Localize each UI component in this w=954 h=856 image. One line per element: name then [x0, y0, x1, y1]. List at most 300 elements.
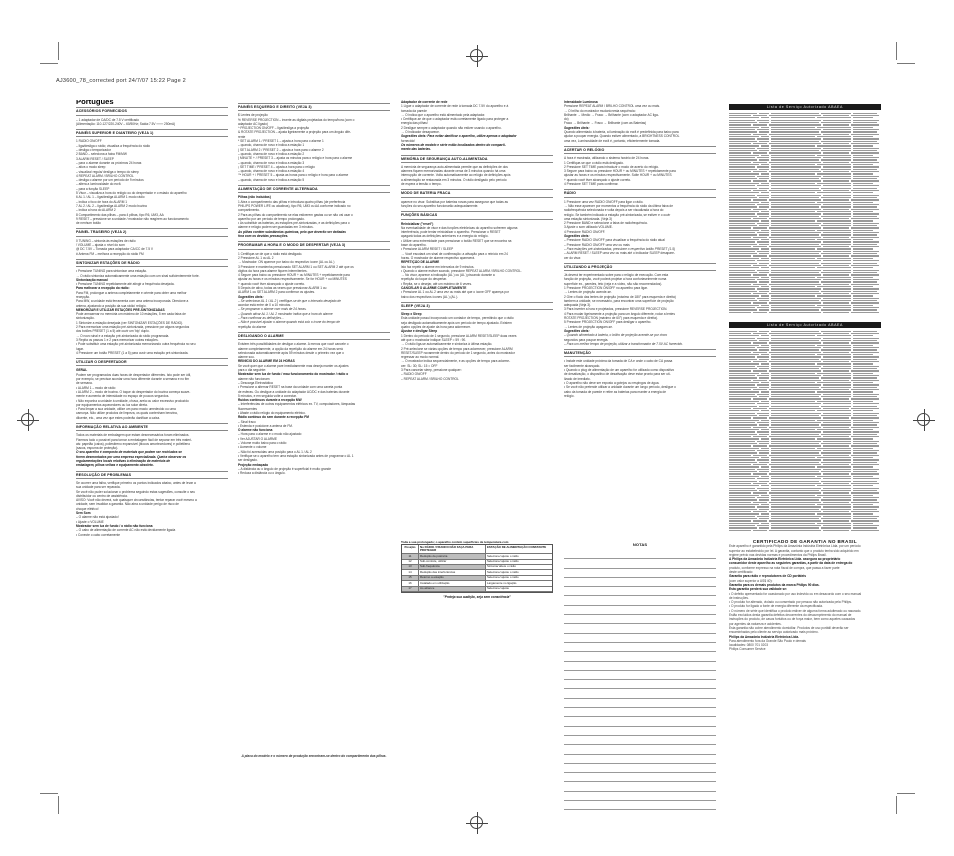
text-line: – Quando ativar AL 1 / AL 2 mostrador indica que a hora do alarme [238, 311, 333, 316]
text-line: Intensidade Luminosa [564, 100, 598, 104]
note-line [564, 643, 716, 652]
text-line: – altera a luminosidade do ecrã [76, 182, 121, 187]
text-line: Rádio contínuo do sem durante a recepção FM [238, 415, 309, 420]
text-line: – Pressione RADIO ON/OFF uma vez ou mais [564, 242, 630, 247]
text-line: • Certifique-se de que o adaptador está corretamente ligado para proteger a [401, 117, 509, 122]
text-line: → O rádio liga-se automaticamente e sintoniza à última estação. [401, 342, 493, 347]
section-heading: FUNÇÕES BÁSICAS [401, 211, 553, 219]
column-2-sections [238, 103, 390, 475]
text-line: mente e aumenta de intensidade no espaço de poucos segundos. [76, 394, 170, 399]
section-heading: RESOLUÇÃO DE PROBLEMAS [76, 471, 228, 479]
text-line: → O indica que o aparelho está alimentado pela adaptador. [401, 112, 486, 117]
warranty-line: encaminhados pelo cliente ao serviço autorizado mais próximo. [729, 630, 819, 635]
text-line: 1 Abra o compartimento das pilhas e introduza quatro pilhas (de preferência [238, 199, 346, 204]
section-heading: INFORMAÇÃO RELATIVA AO AMBIENTE [76, 423, 228, 431]
crop-mark [897, 793, 915, 794]
text-line: • Instale este unidade próxima da tomada de CA e onde o cabo de CA possa [564, 359, 673, 364]
text-line: relógio. [564, 393, 575, 398]
table-header-cell: No RÁDIO / FRANCO NÃO FAÇA PARA PROTEGER [419, 545, 486, 553]
note-line [564, 624, 716, 633]
section-heading: PAINÉIS SUPERIOR E DIANTEIRO (VEJA 1) [76, 129, 228, 137]
table-cell: Selecione/ ajuste [487, 586, 510, 591]
hearing-table-block [401, 540, 553, 599]
text-line: Projeção embaçada [238, 462, 268, 467]
text-line: 2 Para as pilhas do compartimento se elas estiverem gastas ou se não vai usar o [238, 212, 353, 217]
note-line [564, 782, 716, 791]
text-line: • As substituir as baterias, as estações pré-sintonizadas, e as definições para o [238, 221, 350, 226]
text-line: • Repita, se o desejar, até um máximo de 6 vezes. [401, 281, 472, 286]
text-line: 4 Pressione um botão PRESET (1 a 5) para ouvir uma estação pré-sintonizada. [76, 350, 189, 355]
text-line: 3 Segure para baixo ou pressione HOUR + ou MINUTES + repetidamente para [564, 169, 676, 174]
warranty-line: Philips da Amazônia Indústria Eletrônica Ltda. [729, 634, 800, 639]
text-line: • Pode substituir uma estação pré-sintonizada memorizando outra frequência no seu [76, 342, 196, 347]
text-line: → No visor, aparece a indicação (AL ) ou (AL ) piscando durante a [401, 273, 495, 278]
text-line: – desliga o temporizador [76, 148, 111, 153]
text-line: 3 Repita os passos 1 e 2 para memorizar outras estações. [76, 337, 159, 342]
text-line: alarme completamente, a opção da repetição do alarme em 24 horas será [238, 346, 343, 351]
text-line: funções do seu aparelho funcionarão adequadamente. [401, 203, 479, 208]
text-line: 4 Pressione RADIO ON/OFF. [564, 229, 606, 234]
warranty-line: Esta garantia perderá sua validade se: [729, 587, 788, 592]
note-line [564, 764, 716, 773]
text-line: • Reduza a distância ou o ângulo. [238, 471, 286, 476]
note-line [564, 689, 716, 698]
text-line: 1 RADIO ON/OFF [76, 139, 102, 144]
text-line: 4 Pressione SET TIME para confirmar. [564, 182, 619, 187]
text-line: 2 Pré-selecione se várias opções de tempo para adormecer, pressione ALARM [401, 346, 513, 351]
text-line: Mostrador sem luz de fundo / mau funcionamento do mostrador / rádio o [238, 372, 349, 377]
text-line: interrupção de corrente. Volta automaticamente ao relógio de definições após [401, 173, 511, 178]
note-line [564, 559, 716, 568]
column-2 [238, 100, 390, 740]
text-line: $ Lentes de projeção [238, 113, 268, 118]
text-line: • ALARM 1 – modo de rádio [76, 385, 116, 390]
text-line: radiofrequência selecionada e volta depois a ser visualizada a hora do [564, 208, 664, 213]
text-line: interferência, pode tentar reinicializar o aparelho. Pressionar o RESET [401, 230, 501, 235]
text-line: lizado de imediato. [564, 376, 591, 381]
print-slug: AJ3600_78_corrected port 24/7/07 15:22 Page 2 [56, 78, 186, 84]
text-line: dos botões PRESET (1 a 5) até ouvir um 'bip' duplo. [76, 329, 150, 334]
text-line: 1 Dentro do período de 1 segundo, pressione ALARM RESET/SLEEP duas vezes [401, 333, 517, 338]
text-line: Esta unidade possui incorporado um contador de tempo, permitindo que o rádio [401, 316, 514, 321]
warranty-line: de instruções. [729, 595, 749, 600]
text-line: Pode armazenar no memória um máximo de 10 estações, 5 em cada faixa de [76, 312, 186, 317]
text-line: horas. O mostrador de alarme respectivo aparecerá. [401, 255, 476, 260]
warranty-title: CERTIFICADO DE GARANTIA NO BRASIL [752, 540, 858, 544]
column-3-sections [401, 100, 553, 381]
text-line: – quando, chama de novo e indica a estação 2 [238, 151, 305, 156]
text-line: tomada da parede [401, 108, 427, 113]
text-line: 4 REPEAT ALARM / BRILHO CONTROL [76, 173, 134, 178]
column-3 [401, 100, 553, 540]
text-line: 2 Pressione AL 1 ou AL 2 [238, 255, 274, 260]
crop-mark [40, 793, 58, 794]
text-line: Quando alimentado à bateria, a iluminação do ecrã é predefinida para baixo para [564, 130, 679, 135]
text-line: Se você quer que o alarme pare imediatamente mas deseja manter os ajustes [238, 363, 349, 368]
text-line: 0 TUNING – sintonia às estações de rádio [76, 238, 136, 243]
note-line [564, 662, 716, 671]
text-line: • Pressione a alternar RESET na base da unidade com uma caneta ponta [238, 385, 343, 390]
table-header-row [402, 545, 552, 554]
text-line: – ALARM RESET / SLEEP uma vez ou mais até o indicador SLEEP desapare- [564, 251, 675, 256]
text-line: Já deverá ter experimentado sobre para o relógio de execução. Com esta [564, 273, 669, 278]
warranty-line: localidades: 0800 701 0203 [729, 643, 768, 648]
warranty-line: deste certificado: [729, 570, 754, 575]
text-line: regulamentações locais relativas à eliminação de materiais de [76, 459, 171, 464]
note-line [564, 634, 716, 643]
text-line: segundos para poupar energia. [564, 337, 609, 342]
text-line: ajudar a poupar energia. Quando estiver alimentado, a BRIGHTNESS CONTROL [564, 134, 680, 139]
section-heading: PROGRAMAR A HORA E O MODO DE DESPERTAR (VEJA 3) [238, 241, 390, 249]
text-line: regressar ao modo normal. [401, 355, 440, 360]
text-line: diluente, etc., uma vez que estes poderão danificar a caixa. [76, 415, 160, 420]
text-line: ALARM 1 ou SET ALARM 2 para confirmar os ajustes. [238, 290, 316, 295]
text-line: Pilhas (não incluídas) [238, 195, 271, 200]
table-cell: Selecione/ ajuste o rádio [487, 575, 519, 580]
text-line: 2 Pressione BAND e seleccione a faixa de radiofrequência. [564, 221, 648, 226]
table-cell: 11 [402, 554, 419, 558]
text-line: rente [238, 134, 246, 139]
text-line: – Quando alimentado à bateria, o brilho de projeção acende-se por cinco [564, 333, 668, 338]
text-line: A hora é mostrada, utilizando o sistema horário de 24 horas. [564, 156, 650, 161]
text-line: 1 Pressione PROJECTION ON/OFF no aparelho para ligar. [564, 285, 648, 290]
warranty-line: produto, conforme expresso na nota fiscal de compra, que passa a fazer parte [729, 565, 840, 570]
text-line: A memória de segurança auto-alimentada permite que as definições de dos [401, 164, 508, 169]
text-line: 1 Certifique-se de que o rádio está desligado. [238, 251, 303, 256]
text-line: repetição do toque do despertar. [401, 277, 447, 282]
warranty-line: consumidor deste aparelho as seguintes garantias, a partir da data de entrega do [729, 561, 853, 566]
table-cell: Sub-frequência [419, 565, 486, 569]
text-line: de espera a tensão o tempo. [401, 182, 442, 187]
service-list-title-1: Lista de Serviço Autorizado ABAEA [729, 104, 881, 110]
text-line: 3 ALARM RESET / SLEEP [76, 156, 114, 161]
text-line: ajustar as horas e os minutos respectivamente. Se for HOUR + ou MINUTES [238, 277, 347, 282]
note-line [564, 652, 716, 661]
text-line: → Não esse aparecer por momentos a frequência do rádio da última faixa de [564, 203, 673, 208]
text-line: 3 Para cancelar sleep, pressione qualquer: [401, 368, 462, 373]
text-line: a alimentação se restaurada em 3 minutos. O rádio desligado pelo período [401, 177, 507, 182]
text-line: + quando você tiver alcançado o ajuste correto. [564, 177, 632, 182]
table-cell: 15 [402, 576, 419, 580]
text-line: – Para estações pré-sintonizadas, pressione o respectivo botão PRESET (1-5) [564, 246, 676, 251]
text-line: por equipamentos aquecedores ou luz solar direta. [76, 402, 148, 407]
text-line: – REPEAT ALARM / BRILHO CONTROL [401, 376, 459, 381]
text-line: • Pressione AL 1 ou AL 2 uma vez ou mais até que o ícone OFF apareça por [401, 290, 509, 295]
text-line: – para o alarme durante os próximos 24 horas [76, 160, 142, 165]
warranty-line: Philips Consumer Service [729, 647, 766, 652]
text-line: 4 Segure para baixo ou pressione HOUR + ou MINUTES + repetidamente para [238, 273, 350, 278]
warranty-line: Estão excluídos desta garantia defeitos decorrentes do descumprimento do manual de [729, 613, 852, 618]
text-line: Se ocorrer uma falha, verifique primeiro os pontos indicados abaixo, antes de levar a [76, 480, 196, 485]
text-line: 2 Para memorizar uma estação pré-sintonizada, pressione por alguns segundos [76, 325, 190, 330]
text-line: → O brilho do mostrador mudará nesta sequência: [564, 108, 636, 113]
text-line: ( SET ALARM 2 / PRESET 2 – ajusta a hora para o alarme 2 [238, 147, 324, 152]
text-line: unidade, sem invalidar a garantia. Não abra a unidade perigo de risco de [76, 502, 179, 507]
text-line: → Mostrador: ON aparece por baixo do respectivo ícone (AL ou AL ) [238, 260, 335, 265]
model-footnote: A placa do modelo e o número de produção encontram-se dentro do compartimento das pilhas. [241, 754, 387, 758]
text-line: 1 Ligue o adaptador de corrente de rede à tomada DC 7.5V do aparelho e à [401, 104, 509, 109]
text-line: cer do visor. [564, 255, 582, 260]
note-line [564, 745, 716, 754]
section-heading: ACESSÓRIOS FORNECIDOS [76, 107, 228, 115]
text-line: @ DC 7.5V – Tomada para adaptador CA/CC de 7.5 V [76, 247, 154, 252]
table-cell: Largamente no ligação [487, 580, 517, 585]
text-line: • Afaste o rádio relógio do equipamento elétrico. [238, 411, 306, 415]
text-line: fora com os devidas precauções. [238, 234, 289, 239]
registration-mark-top [466, 45, 488, 67]
text-line: recepção. [76, 294, 90, 299]
text-line: 5 Pressione PROJECTION ON/OFF para desligar o aparelho. [564, 320, 652, 325]
section-heading: SINTONIZAR ESTAÇÕES DE RÁDIO [76, 259, 228, 267]
table-caption: Toda a sua prolongado; o aparelho contém superfícies de temperatura com [401, 540, 509, 544]
text-line: – para a função SLEEP [76, 186, 110, 191]
note-line [564, 596, 716, 605]
note-line [564, 801, 716, 810]
column-1 [76, 100, 228, 780]
registration-mark-bottom [466, 812, 488, 834]
text-line: CANCELAR O ALARME COMPLETAMENTE [401, 285, 467, 290]
table-footnote: "Proteja sua audição, seja sem consciência" [443, 594, 511, 599]
text-line: selecionada automaticamente após 59 minutos desde o primeiro vez que o [238, 350, 344, 355]
text-line: 1 Pressione uma vez RADIO ON/OFF para ligar o rádio. [564, 199, 644, 204]
text-line: – quando, chama de novo e indica a estação 1 [238, 143, 305, 148]
text-line: ais: papelão (caixa), poliestireno expansível (blocos amortecedores) e polietileno [76, 441, 191, 446]
text-line: – A distância ou o ângulo de projeção é superficial é muito grande [238, 466, 332, 471]
note-line [564, 736, 716, 745]
text-line: ) MINUTE + / PRESET 3 – ajusta os minutos para o relógio e hora para o alarme [238, 156, 353, 161]
text-line: • O aparelho não deve ser exposto a gotejos ou respingos de água. [564, 380, 660, 385]
text-line: • Ajuste o VOLUME [76, 519, 104, 524]
service-list-title-2: Lista de Serviço Autorizado ABAEA [729, 322, 881, 328]
text-line: Isto faz repetir o alarme em intervalos de 9 minutos. [401, 264, 475, 269]
section-heading: ALIMENTAÇÃO DE CORRENTE ALTERNADA [238, 185, 390, 193]
text-line: quatro opções de ajuste da hora para adormecer. [401, 325, 471, 330]
text-line: → O indicador desaparece. [401, 130, 440, 135]
text-line: • Pressione ALARM RESET / SLEEP [401, 247, 454, 252]
text-line: • Pressione TUNING para sintonizar uma estação. [76, 269, 148, 274]
text-line: 8 Compartimento das pilhas – para 4 pilhas, tipo R6, UM3, AA [76, 212, 164, 217]
text-line: Mostrador sem luz de fundo / o rádio não funciona [76, 523, 153, 528]
text-line: As pilhas contém substâncias químicas, pelo que deverão ser deitadas [238, 229, 346, 234]
text-line: • Quando o alarme estiver soando, pressione REPEAT ALARM / BRILHO CONTROL. [401, 268, 522, 273]
text-line: – indica a hora do ALARM 2 [76, 208, 116, 213]
text-line: – desliga o alarme por um período de 9 minutos [76, 178, 144, 183]
text-line: Sugestões úteis: [564, 125, 590, 130]
table-cell: Retorno a estação [419, 576, 486, 580]
section-heading: PAINÉIS ESQUERDO E DIREITO (VEJA 3) [238, 103, 390, 111]
service-list-row [729, 529, 881, 531]
text-line: – quando, chama de novo e indica a estação 4 [238, 169, 305, 174]
text-line: Sleep x Sleep [401, 312, 422, 317]
text-line: alarme não funcionam [238, 376, 270, 381]
note-line [564, 671, 716, 680]
text-line: Fizemos todo o possível para tornar a embalagem fácil de separar em três materi- [76, 437, 193, 442]
text-line: uma estação sintonizada. (Veja 3) [564, 216, 613, 221]
text-line: 5 minutos, e em seguida volte a conectar. [238, 393, 297, 398]
text-line: 3 Ajuste o som utilizado VOLUME. [564, 225, 613, 230]
text-line: REINÍCIO DO ALARME EM 24 HORAS [238, 359, 295, 364]
table-cell: 13 [402, 565, 419, 569]
text-line: de semana. [76, 381, 93, 386]
text-line: adaptador AC ligado) [238, 121, 268, 126]
text-line: – quando, chama de novo e indica a estação 3 [238, 160, 305, 165]
text-line: → O novo sinal e a estação pré-sintonizada do rádio programada. [76, 333, 170, 338]
warranty-line: Garantia para os demais produtos da marca Philips 90 dias. [729, 582, 820, 587]
warranty-line: • O número de série que identifica o produto estiver de alguma forma adulterado ou rasurado. [729, 608, 862, 613]
note-line [564, 680, 716, 689]
text-line: 5 Visor – visualiza a hora do relógio ou do despertador e o estado do aparelho [76, 191, 187, 196]
text-line: – Sinal fraco [238, 419, 256, 424]
text-line: 4 Para mudar ligeiramente a projeção para um ângulo diferente, rodar a lentes [564, 311, 675, 316]
text-line: Sintonização manual [76, 277, 108, 282]
section-heading: UTILIZANDO A PROJEÇÃO [564, 263, 716, 271]
text-line: – 1 adaptador de CA/DC de 7.5 V certificado [76, 117, 140, 122]
table-cell: 16 [402, 581, 419, 585]
text-line: RESET/SLEEP novamente dentro do período de 1 segundo, antes do mostrador [401, 350, 515, 355]
warranty-certificate [729, 540, 881, 780]
text-line: → Lentes de projeção apagam-se. [564, 324, 613, 329]
text-line: cabo da tomada de parede e retire as baterias para manter a energia de [564, 389, 667, 394]
text-line: → O mostrador indica sequencialmente, e as opções de tempo para adorme- [401, 359, 511, 364]
text-line: sua unidade para ser reparada. [76, 485, 121, 490]
text-line: Ajustar e desligar Sleep [401, 329, 438, 334]
text-line: superfície ex., paredes, teto (veja e a vídeo, não são recomendados). [564, 281, 663, 286]
text-line: 5 Depois de ativo, todas as vezes que pressionar ALARM 1 ou [238, 285, 327, 290]
text-line: acordar está entre de 0 a 10 minutos. [238, 303, 291, 308]
text-line: (Alimentação: 110-127/220-240V – 60/50Hz; Saída:7.5V ═══ 250mA) [76, 121, 176, 126]
text-line: antena, ajustando a posição da sua rádio/ relógio. [76, 303, 147, 308]
warranty-line: por agentes da natureza e acidentes. [729, 621, 782, 626]
section-heading: DESLIGANDO O ALARME [238, 332, 390, 340]
crop-mark [58, 796, 59, 814]
text-line: distribuidor ou centro de assistência. [76, 493, 128, 498]
text-line: Adaptador de corrente de rede [401, 100, 448, 104]
service-list-1 [729, 112, 881, 318]
text-line: – Para confirmar as definições... [238, 316, 284, 321]
text-line: • Aumente o volume [238, 445, 267, 450]
text-line: – Se programar o alarme com mais de 24 horas. [238, 307, 307, 312]
text-line: mento das baterias. [401, 147, 431, 152]
note-line [564, 699, 716, 708]
text-line: fornecido! [401, 138, 415, 143]
text-line: – Interferências de outros equipamentos elétricos ex. TV, computadores, lâmpadas [238, 402, 356, 407]
section-heading: PAINEL TRASEIRO (VEJA 2) [76, 228, 228, 236]
text-line: 3 Pressione e mantenha pressionado SET ALARM 1 ou SET ALARM 2 até que os [238, 264, 354, 269]
text-line: PHILIPS POWER LIFE ou alcalinas), tipo R6, UM3 ou AA conforme indicado no [238, 203, 351, 208]
notas-title: NOTAS [632, 542, 648, 547]
text-line: – Se selecionar AL 1 / AL 2 ) certifique-se de que o intervalo desejado de [238, 298, 341, 303]
text-line: – Não foi acrescidas uma posição para o AL 1 / AL 2 [238, 449, 312, 454]
text-line: adequada (Veja 3). [564, 303, 591, 308]
text-line: • Quando o plug de alimentação de um aparelho for utilizado como dispositivo [564, 368, 675, 373]
text-line: ROTATE PROJECTION (máximo de 60°) para esquerda e direita). [564, 316, 658, 321]
note-line [564, 792, 716, 801]
text-line: Existem três possibilidades de desligar o alarme. A menos que você cancele o [238, 342, 349, 347]
text-line: 2 BAND – seleciona a faixa FM/MW [76, 152, 127, 157]
text-line: energia das pilhas! [401, 121, 428, 126]
warranty-line: (com valor superior a US$ 40): [729, 578, 773, 583]
text-line: → Lentes de projeção acende-se. [564, 290, 612, 295]
text-line: Sugestões úteis: [564, 328, 590, 333]
note-line [564, 587, 716, 596]
table-header-cell: ESTAÇÃO DE ALIMENTAÇÃO CONSTANTE [487, 544, 547, 549]
table-cell: 14 [402, 570, 419, 574]
text-line: % REVERSE PROJECTION – inverte as digitais projetadas do tempo/hora (com o [238, 117, 355, 122]
text-line: 7 AL 2 / AL 2 – liga/desliga ALARM 2 modo buzina [76, 203, 147, 208]
table-cell: Ao alcance [419, 587, 486, 591]
warranty-line: Esta garantia não cobre atendimento domiciliar. Produtos de uso portátil deverão ser [729, 625, 849, 630]
text-line: embalagem, pilhas velhas e equipamento obsoleto. [76, 463, 154, 468]
language-title: Português [76, 100, 114, 106]
crop-mark [897, 63, 915, 64]
text-line: – O cabo de alimentação de corrente AC não está devidamente ligada [76, 528, 176, 533]
text-line: ¡ SET TIME / PRESET 4 – ajusta a hora para o relógio [238, 164, 315, 169]
text-line: sintonização. [76, 316, 95, 321]
text-line: – Não é possível ajustar o alarme quando está sob o ícone do tempo de [238, 320, 340, 325]
text-line: para o dia seguinte: [238, 368, 266, 373]
text-line: • Estenda e posicione a antena de FM. [238, 423, 293, 428]
text-line: uma vez, Luminosidade de ecrã é, portanto, eficientemente tomada. [564, 138, 661, 143]
table-header-cell: Posição [402, 545, 419, 553]
warranty-line: • O produto for alterado, violado ou consertado por pessoa não autorizada pela Philips. [729, 600, 852, 605]
text-line: (sacos, espuma de proteção). [76, 446, 119, 451]
text-line: • Conecte o cabo corretamente [76, 532, 120, 537]
table-cell: Selecione/ ajuste o rádio [487, 553, 519, 558]
crop-mark [40, 63, 58, 64]
text-line: Fraco → Brilhante → Fraco → Brilhante (com as Baterias) [564, 121, 647, 126]
text-line: Pressione REPEAT ALARM / BRILHO CONTROL uma vez ou mais. [564, 104, 660, 109]
warranty-line: • O defeito apresentado for ocasionado por uso indevido ou em desacordo com o seu manual [729, 591, 862, 596]
text-line: alarme e relógio podem ser guardadas em 3 minutos. [238, 225, 314, 230]
text-line: + quando você tiver alcançado o ajuste correto. [238, 281, 306, 286]
section-heading: RÁDIO [564, 189, 716, 197]
text-line: Para FM, prolongue a antena completamente e oriente para obter uma melhor [76, 290, 187, 295]
note-line [564, 755, 716, 764]
registration-mark-left [17, 409, 39, 431]
note-line [564, 615, 716, 624]
table-row [402, 587, 552, 592]
text-line: MEMORIZAR E UTILIZAR ESTAÇÕES PRÉ-SINTONIZADAS [76, 307, 165, 312]
crop-mark [58, 42, 59, 60]
text-line: → Você escutará um sinal de confirmação: a ativação para o reinício em 24 [401, 251, 508, 256]
text-line: – RADIO ON/OFF [401, 372, 427, 377]
section-heading: MODO DE BATERIA FRACA [401, 189, 553, 197]
text-line: • Para limpar a sua unidade, utilize um pano macio umedecido ou uma [76, 407, 176, 412]
text-line: forem desmontados por uma empresa especializada. Queira observar os [76, 454, 187, 459]
service-list-row [729, 311, 881, 313]
text-line: Se você não puder solucionar o problema seguindo estas sugestões, consulte o seu [76, 489, 196, 494]
warranty-line: • O produto for ligado a fonte de energia diferente da especificada. [729, 604, 823, 609]
text-line: compartimento. [238, 208, 260, 213]
text-line: 2 Desligue sempre o adaptador quando não estiver usando o aparelho. [401, 125, 502, 130]
text-line: ^ PROJECTION ON/OFF – liga/desliga a projeção [238, 126, 310, 131]
section-heading: ACERTAR O RELÓGIO [564, 146, 716, 154]
warranty-line: instruções do produto, de casos fortuitos ou de força maior, bem como aqueles causados [729, 617, 856, 622]
text-line: REPETIÇÃO DE ALARME [401, 260, 440, 265]
text-line: ! VOLUME – ajusta o nível do som [76, 243, 125, 248]
text-line: baixo dos respectivos ícones (AL ) (AL ). [401, 294, 459, 299]
text-line: – Volume muito baixo para o rádio [238, 441, 287, 446]
text-line: tambem a unidade, se necessário, para encontrar uma superfície de projeção [564, 298, 674, 303]
text-line: de desativação, o dispositivo de desativação deve estar pronto para ser uti- [564, 372, 671, 377]
notas-block [564, 538, 716, 810]
text-line: até que o mostrador indique SLEEP = 59 : 90. [401, 337, 467, 342]
table-cell: Redução da potência [419, 554, 486, 558]
text-line: – indica o foco de hora do ALARM 1 [76, 199, 128, 204]
text-line: alarme sou. [238, 355, 255, 360]
text-line: – quando, chama de novo e indica a estação 5 [238, 177, 305, 182]
text-line: * SET ALARM 1 / PRESET 1 – ajusta a hora para o alarme 1 [238, 139, 324, 144]
